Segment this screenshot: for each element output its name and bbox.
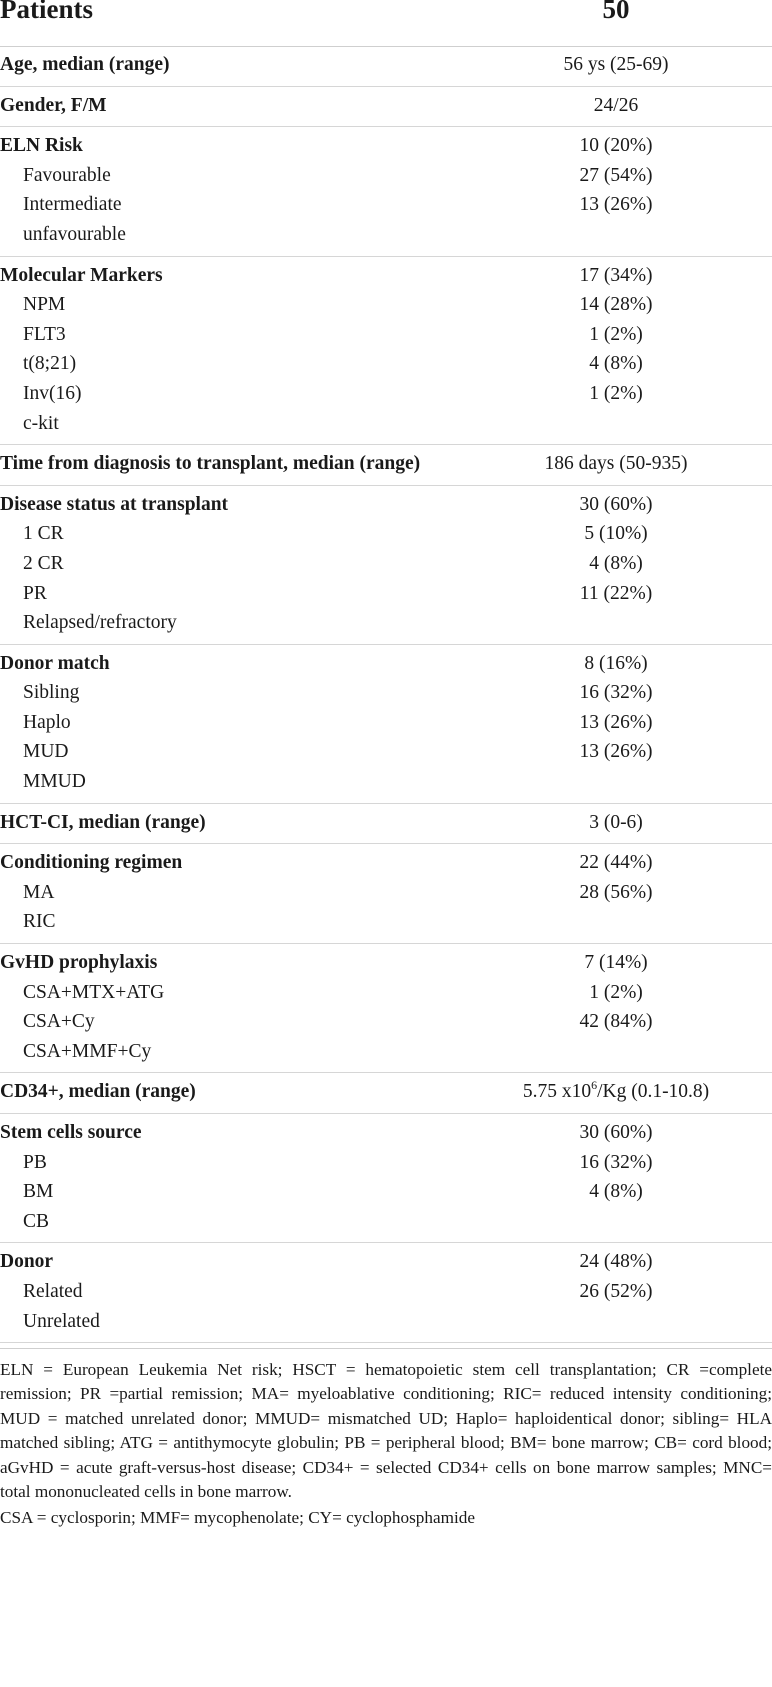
subcategory-label: RIC	[23, 911, 56, 933]
value-cell: 1 (2%)	[589, 981, 643, 1003]
category-label: Conditioning regimen	[0, 852, 183, 874]
category-label: Stem cells source	[0, 1122, 142, 1143]
table-row	[0, 767, 772, 797]
category-label: Disease status at transplant	[0, 493, 229, 515]
subcategory-label: Inv(16)	[23, 382, 82, 404]
subcategory-label: CB	[23, 1210, 50, 1232]
subcategory-label: FLT3	[23, 323, 66, 345]
row-group	[0, 944, 772, 1073]
category-label: ELN Risk	[0, 135, 83, 157]
value-cell: 5.75 $x10^6/Kg$ (0.1-10.8)	[522, 1078, 710, 1103]
value-cell: 8 (16%)	[584, 652, 648, 674]
subcategory-label: PB	[23, 1151, 47, 1173]
subcategory-label: Unrelated	[23, 1310, 100, 1332]
table-row	[0, 649, 772, 679]
value-cell: 17 (34%)	[579, 264, 653, 286]
table-row	[0, 131, 772, 161]
subcategory-label: PR	[23, 582, 47, 604]
table-row	[0, 290, 772, 320]
value-cell: 24 (48%)	[579, 1251, 653, 1273]
table-row	[0, 678, 772, 708]
footnote-drugs: CSA = cyclosporin; MMF= mycophenolate; CY= cyclophosphamide	[0, 1508, 475, 1528]
row-group	[0, 257, 772, 446]
value-cell: 26 (52%)	[579, 1280, 653, 1302]
table-row	[0, 1077, 772, 1107]
category-label: HCT-CI, median (range)	[0, 811, 206, 833]
value-cell: 13 (26%)	[579, 711, 653, 733]
table-row	[0, 1007, 772, 1037]
table-row	[0, 449, 772, 479]
category-label: Donor	[0, 1251, 54, 1273]
subcategory-label: BM	[23, 1181, 54, 1203]
value-cell: 28 (56%)	[579, 881, 653, 903]
footnote-abbreviations: ELN = European Leukemia Net risk; HSCT = hematopoietic stem cell transplantation; CR =complete remission; PR =partial remission; MA= myeloablative conditioning; RIC= reduced intensity conditioning; MUD = matched unrelated donor; MMUD= mismatched UD; Haplo= haploidentical donor; sibling= HLA matched sibling; ATG = antithymocyte globulin; PB = peripheral blood; BM= bone marrow; CB= cord blood; aGvHD = acute graft-versus-host disease; CD34+ = selected CD34+ cells on bone marrow samples; MNC= total mononucleated cells in bone marrow.	[0, 1360, 772, 1502]
value-cell: 3 (0-6)	[589, 811, 643, 833]
value-cell: 186 days (50-935)	[544, 453, 688, 475]
value-cell: 10 (20%)	[579, 135, 653, 157]
table-row	[0, 948, 772, 978]
value-cell: 11 (22%)	[579, 582, 653, 604]
value-cell: 4 (8%)	[589, 552, 643, 574]
subcategory-label: Haplo	[23, 711, 71, 733]
category-label: Molecular Markers	[0, 264, 163, 286]
table-row	[0, 1277, 772, 1307]
table-header: Patients 50	[0, 0, 772, 47]
table-row	[0, 608, 772, 638]
table-row	[0, 1307, 772, 1337]
row-group	[0, 46, 772, 87]
subcategory-label: Intermediate	[23, 194, 122, 216]
subcategory-label: c-kit	[23, 412, 59, 434]
category-label: Age, median (range)	[0, 54, 170, 75]
table-row	[0, 579, 772, 609]
table-row	[0, 1118, 772, 1148]
subcategory-label: MUD	[23, 741, 69, 763]
table-row	[0, 549, 772, 579]
category-label: GvHD prophylaxis	[0, 952, 158, 974]
subcategory-label: MMUD	[23, 771, 86, 793]
value-cell: 1 (2%)	[589, 323, 643, 345]
value-cell: 42 (84%)	[579, 1011, 653, 1033]
row-group	[0, 87, 772, 128]
header-patients-label: Patients	[0, 0, 93, 24]
subcategory-label: Related	[23, 1280, 83, 1302]
table-row	[0, 1037, 772, 1067]
row-group	[0, 445, 772, 486]
subcategory-label: 1 CR	[23, 523, 64, 545]
table-row	[0, 848, 772, 878]
table-row	[0, 490, 772, 520]
value-cell: 5 (10%)	[584, 523, 648, 545]
table-row	[0, 1177, 772, 1207]
table-row	[0, 409, 772, 439]
table-row	[0, 91, 772, 121]
subcategory-label: 2 CR	[23, 552, 64, 574]
table-row	[0, 978, 772, 1008]
row-group	[0, 645, 772, 804]
table-row	[0, 1247, 772, 1277]
table-row	[0, 878, 772, 908]
table-row	[0, 190, 772, 220]
value-cell: 13 (26%)	[579, 194, 653, 216]
value-cell: 27 (54%)	[579, 164, 653, 186]
table-row	[0, 320, 772, 350]
table-row	[0, 379, 772, 409]
value-cell: 30 (60%)	[579, 493, 653, 515]
subcategory-label: MA	[23, 881, 55, 903]
subcategory-label: CSA+MMF+Cy	[23, 1040, 152, 1062]
value-cell: 16 (32%)	[579, 682, 653, 704]
table-row	[0, 1207, 772, 1237]
row-group	[0, 1114, 772, 1243]
table-row	[0, 907, 772, 937]
value-cell: 1 (2%)	[589, 382, 643, 404]
value-cell: 22 (44%)	[579, 852, 653, 874]
value-cell: 14 (28%)	[579, 294, 653, 316]
footnotes	[0, 1348, 772, 1531]
category-label: Time from diagnosis to transplant, median (range)	[0, 453, 421, 475]
table-row	[0, 519, 772, 549]
subcategory-label: Relapsed/refractory	[23, 612, 177, 634]
value-cell: 16 (32%)	[579, 1151, 653, 1173]
subcategory-label: CSA+Cy	[23, 1011, 95, 1033]
table-row	[0, 349, 772, 379]
value-cell: 24/26	[593, 94, 639, 116]
subcategory-label: NPM	[23, 294, 66, 316]
table-row	[0, 50, 772, 80]
subcategory-label: t(8;21)	[23, 353, 77, 375]
category-label: Gender, F/M	[0, 94, 107, 116]
row-group	[0, 804, 772, 845]
row-group	[0, 486, 772, 645]
value-cell: 13 (26%)	[579, 741, 653, 763]
table-row	[0, 261, 772, 291]
table-row	[0, 708, 772, 738]
value-cell: 4 (8%)	[589, 1181, 643, 1203]
row-group	[0, 127, 772, 256]
category-label: CD34+, median (range)	[0, 1081, 196, 1103]
table-row	[0, 737, 772, 767]
table-row	[0, 808, 772, 838]
table-row	[0, 161, 772, 191]
row-group	[0, 1243, 772, 1343]
value-cell: 4 (8%)	[589, 353, 643, 375]
subcategory-label: CSA+MTX+ATG	[23, 981, 165, 1003]
category-label: Donor match	[0, 652, 110, 674]
value-cell: 56 ys (25-69)	[563, 54, 669, 75]
subcategory-label: Favourable	[23, 164, 111, 186]
value-cell: 7 (14%)	[584, 952, 648, 974]
value-cell: 30 (60%)	[579, 1122, 653, 1143]
table-row	[0, 220, 772, 250]
table-row	[0, 1148, 772, 1178]
table-body	[0, 46, 772, 1343]
row-group	[0, 844, 772, 944]
subcategory-label: Sibling	[23, 682, 80, 704]
row-group	[0, 1073, 772, 1114]
subcategory-label: unfavourable	[23, 223, 126, 245]
